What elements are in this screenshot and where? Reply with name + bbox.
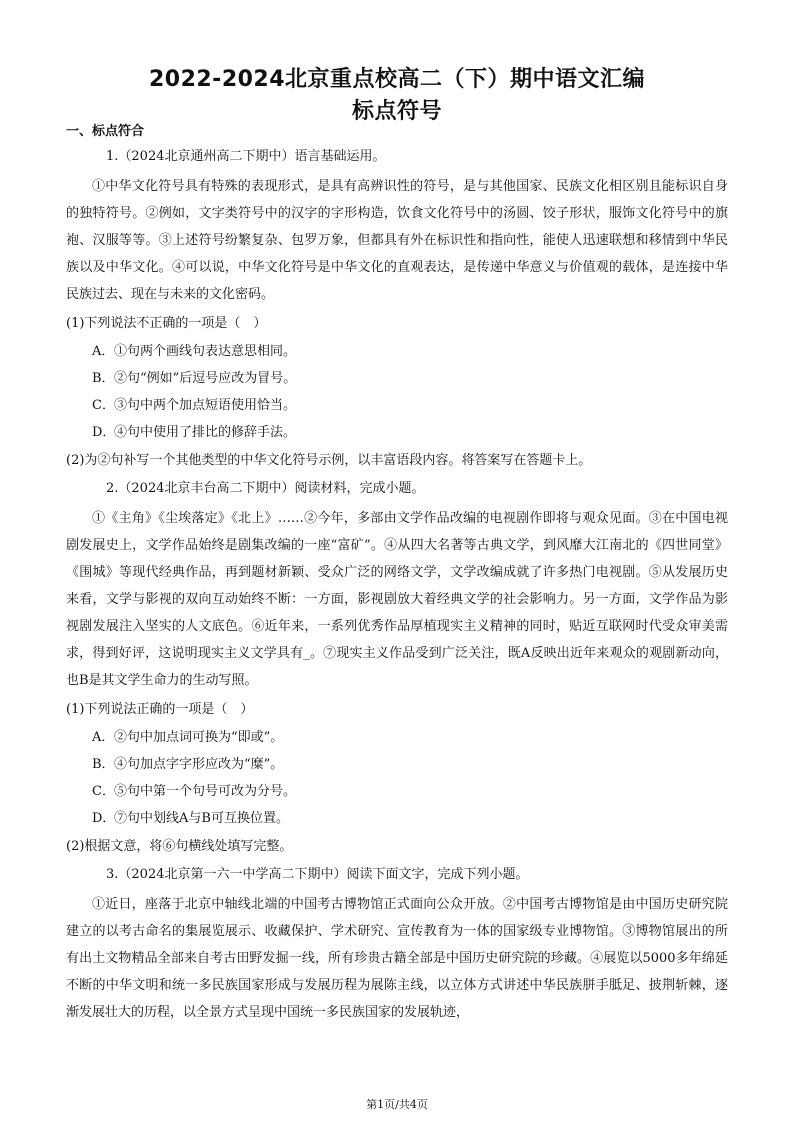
option-c [66, 782, 728, 802]
question-title: 3.（2024北京第一六一中学高二下期中）阅读下面文字，完成下列小题。 [106, 867, 529, 882]
option-c [66, 396, 728, 416]
option-text: ③句中两个加点短语使用恰当。 [114, 398, 297, 413]
option-d [66, 423, 728, 443]
option-letter: C． [92, 784, 115, 799]
question-3 [66, 865, 728, 1026]
option-a [66, 342, 728, 362]
options-list [66, 342, 728, 443]
option-text: ④句中使用了排比的修辞手法。 [114, 425, 297, 440]
sub-question-2: (2)根据文意，将⑥句横线处填写完整。 [66, 839, 293, 854]
document-subtitle: 标点符号 [351, 99, 442, 124]
option-b [66, 369, 728, 389]
sub-question-1: (1)下列说法不正确的一项是（ ） [66, 316, 267, 331]
options-list [66, 728, 728, 829]
question-title: 2.（2024北京丰台高二下期中）阅读材料，完成小题。 [106, 481, 425, 496]
option-letter: A． [92, 730, 115, 745]
option-text: ④句加点字字形应改为“糜”。 [114, 757, 284, 772]
sub-question-2: (2)为②句补写一个其他类型的中华文化符号示例，以丰富语段内容。将答案写在答题卡上。 [66, 453, 592, 468]
page-footer: 第1页/共4页 [366, 1098, 428, 1111]
option-text: ②句“例如”后逗号应改为冒号。 [114, 371, 297, 386]
option-b [66, 755, 728, 775]
option-d [66, 809, 728, 829]
option-letter: C． [92, 398, 115, 413]
option-text: ⑤句中第一个句号可改为分号。 [114, 784, 297, 799]
document-title: 2022-2024北京重点校高二（下）期中语文汇编 [148, 67, 646, 92]
option-text: ①句两个画线句表达意思相同。 [114, 344, 297, 359]
option-text: ⑦句中划线A与B可互换位置。 [114, 811, 289, 826]
option-letter: A． [92, 344, 115, 359]
question-passage: ①《主角》《尘埃落定》《北上》……②今年，多部由文学作品改编的电视剧作即将与观众见面。③在中国电视剧发展史上，文学作品始终是剧集改编的一座“富矿”。④从四大名著等古典文学，到风靡大江南北的《四世同堂》《围城》等现代经典作品，再到题材新颖、受众广泛的网络文学，文学改编成就了许多热门电视剧。⑤从发展历史来看，文学与影视的双向互动始终不断：一方面，影视剧放大着经典文学的社会影响力。另一方面，文学作品为影视剧发展注入坚实的人文底色。⑥近年来，一系列优秀作品厚植现实主义精神的同时，贴近互联网时代受众审美需求，得到好评，这说明现实主义文学具有_。⑦现实主义作品受到广泛关注，既A反映出近年来观众的观剧新动向，也B是其文学生命力的生动写照。 [66, 511, 728, 688]
question-title: 1.（2024北京通州高二下期中）语言基础运用。 [106, 149, 386, 164]
option-letter: D． [92, 811, 116, 826]
question-passage: ①近日，座落于北京中轴线北端的中国考古博物馆正式面向公众开放。②中国考古博物馆是由中国历史研究院建立的以考古命名的集展览展示、收藏保护、学术研究、宣传教育为一体的国家级专业博物馆。③博物馆展出的所有出土文物精品全部来自考古田野发掘一线，所有珍贵古籍全部是中国历史研究院的珍藏。④展览以5000多年绵延不断的中华文明和统一多民族国家形成与发展历程为展陈主线，以立体方式讲述中华民族胼手胝足、披荆斩棘，逐渐发展壮大的历程，以全景方式呈现中国统一多民族国家的发展轨迹， [66, 897, 728, 1020]
question-passage: ①中华文化符号具有特殊的表现形式，是具有高辨识性的符号，是与其他国家、民族文化相区别且能标识自身的独特符号。②例如，文字类符号中的汉字的字形构造，饮食文化符号中的汤圆、饺子形状，服饰文化符号中的旗袍、汉服等等。③上述符号纷繁复杂、包罗万象，但都具有外在标识性和指向性，能使人迅速联想和移情到中华民族以及中华文化。④可以说，中华文化符号是中华文化的直观表达，是传递中华意义与价值观的载体，是连接中华民族过去、现在与未来的文化密码。 [66, 179, 728, 302]
section-heading: 一、标点符合 [66, 124, 145, 139]
question-1 [66, 147, 728, 471]
question-2 [66, 479, 728, 857]
option-letter: B． [92, 757, 115, 772]
document-body [66, 123, 728, 1032]
option-letter: B． [92, 371, 115, 386]
sub-question-1: (1)下列说法正确的一项是（ ） [66, 702, 254, 717]
option-text: ②句中加点词可换为“即或”。 [114, 730, 284, 745]
option-letter: D． [92, 425, 116, 440]
option-a [66, 728, 728, 748]
